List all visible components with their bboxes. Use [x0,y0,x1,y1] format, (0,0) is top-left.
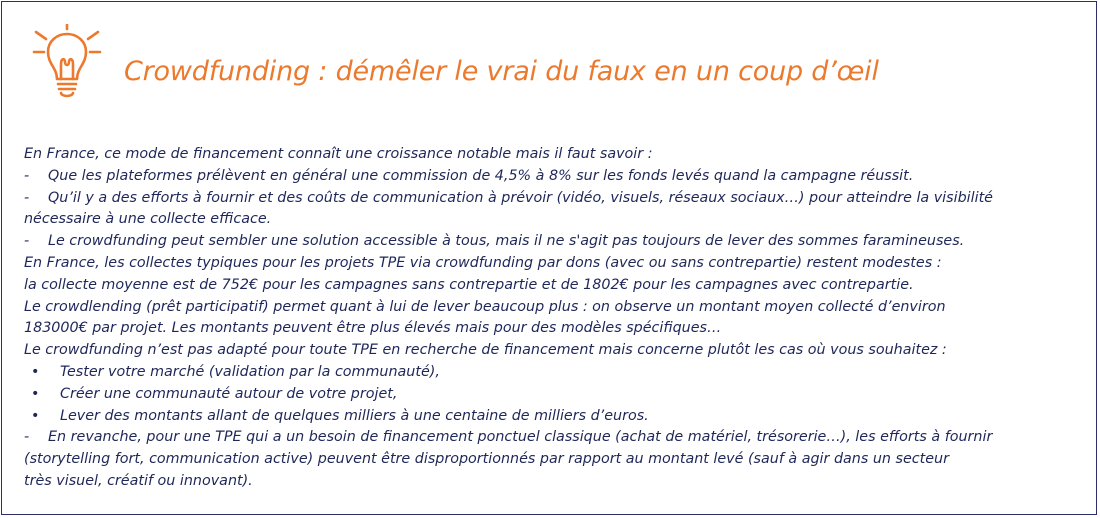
dash-marker: - [24,189,30,206]
bullet-marker: • [31,363,40,380]
body-text [24,144,1094,493]
line-text: Créer une communauté autour de votre projet, [60,385,398,402]
dash-marker: - [24,233,30,250]
bullet-marker: • [31,407,40,424]
line-text: Tester votre marché (validation par la communauté), [60,363,440,380]
line-text: (storytelling fort, communication active) peuvent être disproportionnés par rapport au montant levé (sauf à agir dans un secteur [24,451,949,468]
dash-item [24,188,1094,210]
line-text: la collecte moyenne est de 752€ pour les campagnes sans contrepartie et de 1802€ pour les campagnes avec contrepartie. [24,276,914,293]
text-line [24,144,1094,166]
text-line [24,209,1094,231]
page-title: Crowdfunding : démêler le vrai du faux en un coup d’œil [124,56,879,87]
bullet-item [24,406,1094,428]
line-text: Le crowdfunding peut sembler une solution accessible à tous, mais il ne s'agit pas toujours de lever des sommes faramineuses. [48,233,965,250]
dash-marker: - [24,167,30,184]
bullet-marker: • [31,385,40,402]
line-text: En revanche, pour une TPE qui a un besoin de financement ponctuel classique (achat de matériel, trésorerie…), les efforts à fournir [48,429,993,446]
line-text: En France, ce mode de financement connaît une croissance notable mais il faut savoir : [24,146,653,162]
text-line [24,449,1094,471]
line-text: Lever des montants allant de quelques milliers à une centaine de milliers d’euros. [60,407,649,424]
text-line [24,253,1094,275]
line-text: nécessaire à une collecte efficace. [24,211,272,228]
bullet-item [24,384,1094,406]
text-line [24,275,1094,297]
line-text: 183000€ par projet. Les montants peuvent être plus élevés mais pour des modèles spécifiques… [24,320,722,337]
dash-item [24,231,1094,253]
text-line [24,340,1094,362]
dash-item [24,166,1094,188]
line-text: Que les plateformes prélèvent en général une commission de 4,5% à 8% sur les fonds levés quand la campagne réussit. [48,167,914,184]
text-line [24,318,1094,340]
text-line [24,471,1094,493]
dash-marker: - [24,429,30,446]
lightbulb-icon [32,24,102,102]
bullet-item [24,362,1094,384]
line-text: Qu’il y a des efforts à fournir et des coûts de communication à prévoir (vidéo, visuels, réseaux sociaux…) pour atteindre la visibilité [48,189,993,206]
line-text: très visuel, créatif ou innovant). [24,472,253,489]
text-line [24,297,1094,319]
line-text: Le crowdlending (prêt participatif) permet quant à lui de lever beaucoup plus : on observe un montant moyen collecté d’environ [24,298,946,315]
dash-item [24,427,1094,449]
line-text: Le crowdfunding n’est pas adapté pour toute TPE en recherche de financement mais concerne plutôt les cas où vous souhaitez : [24,342,947,359]
content-frame [1,1,1097,515]
line-text: En France, les collectes typiques pour les projets TPE via crowdfunding par dons (avec ou sans contrepartie) restent modestes : [24,254,942,271]
